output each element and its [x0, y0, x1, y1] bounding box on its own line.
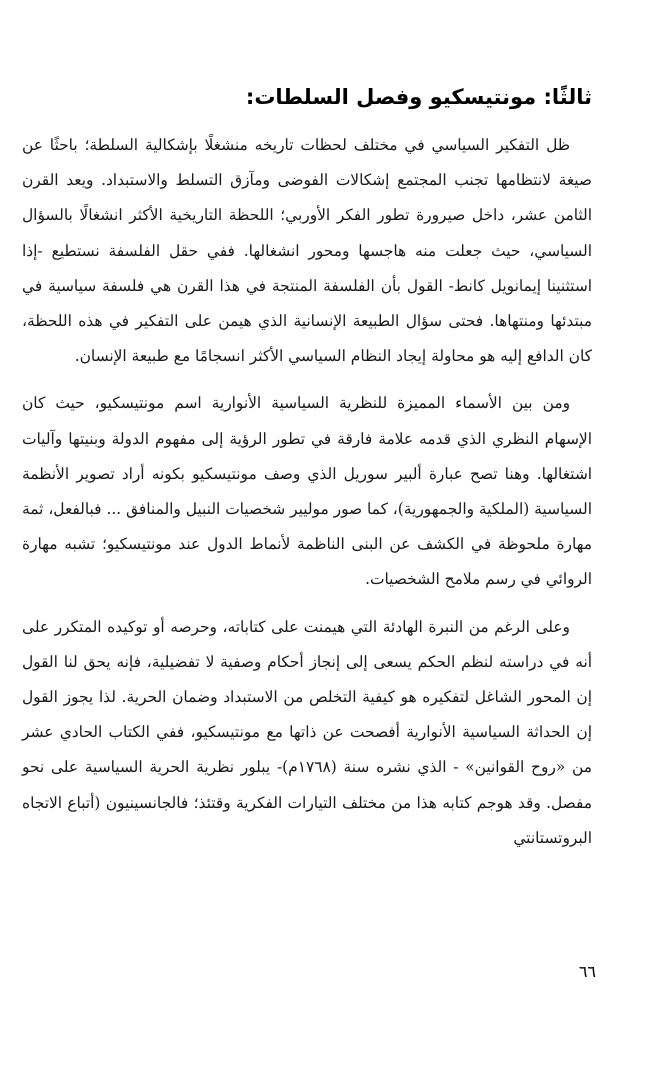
- page-body: [22, 80, 592, 868]
- section-heading: ثالثًا: مونتيسكيو وفصل السلطات:: [245, 85, 592, 109]
- paragraph-3: وعلى الرغم من النبرة الهادئة التي هيمنت على كتاباته، وحرصه أو توكيده المتكرر على أنه في دراسته لنظم الحكم يسعى إلى إنجاز أحكام وصفية لا تفضيلية، فإنه يحق لنا القول إن المحور الشاغل لتفكيره هو كيفية التخلص من الاستبداد وضمان الحرية. لذا يجوز القول إن الحداثة السياسية الأنوارية أفصحت عن ذاتها مع مونتيسكيو، ففي الكتاب الحادي عشر من «روح القوانين» - الذي نشره سنة (١٧٦٨م)- يبلور نظرية الحرية السياسية على نحو مفصل. وقد هوجم كتابه هذا من مختلف التيارات الفكرية وقتئذ؛ فالجانسينيون (أتباع الاتجاه البروتستانتي: [22, 617, 592, 847]
- paragraph-2: ومن بين الأسماء المميزة للنظرية السياسية الأنوارية اسم مونتيسكيو، حيث كان الإسهام النظري الذي قدمه علامة فارقة في تطور الرؤية إلى مفهوم الدولة وبنيتها وآليات اشتغالها. وهنا تصح عبارة ألبير سوريل الذي وصف مونتيسكيو بكونه أراد تصوير الأنظمة السياسية (الملكية والجمهورية)، كما صور موليير شخصيات النبيل والمنافق ... فبالفعل، ثمة مهارة ملحوظة في الكشف عن البنى الناظمة لأنماط الدول عند مونتيسكيو؛ تشبه مهارة الروائي في رسم ملامح الشخصيات.: [22, 394, 592, 589]
- page-number: ٦٦: [578, 962, 596, 981]
- paragraph-1: ظل التفكير السياسي في مختلف لحظات تاريخه منشغلًا بإشكالية السلطة؛ باحثًا عن صيغة لانتظامها تجنب المجتمع إشكالات الفوضى ومآزق التسلط والاستبداد. ويعد القرن الثامن عشر، داخل صيرورة تطور الفكر الأوربي؛ اللحظة التاريخية الأكثر انشغالًا بالسؤال السياسي، حيث جعلت منه هاجسها ومحور انشغالها. ففي حقل الفلسفة نستطيع -إذا استثنينا إيمانويل كانط- القول بأن الفلسفة المنتجة في هذا القرن هي فلسفة سياسية في مبتدئها ومنتهاها. فحتى سؤال الطبيعة الإنسانية الذي هيمن على التفكير في هذه اللحظة، كان الدافع إليه هو محاولة إيجاد النظام السياسي الأكثر انسجامًا مع طبيعة الإنسان.: [22, 136, 592, 366]
